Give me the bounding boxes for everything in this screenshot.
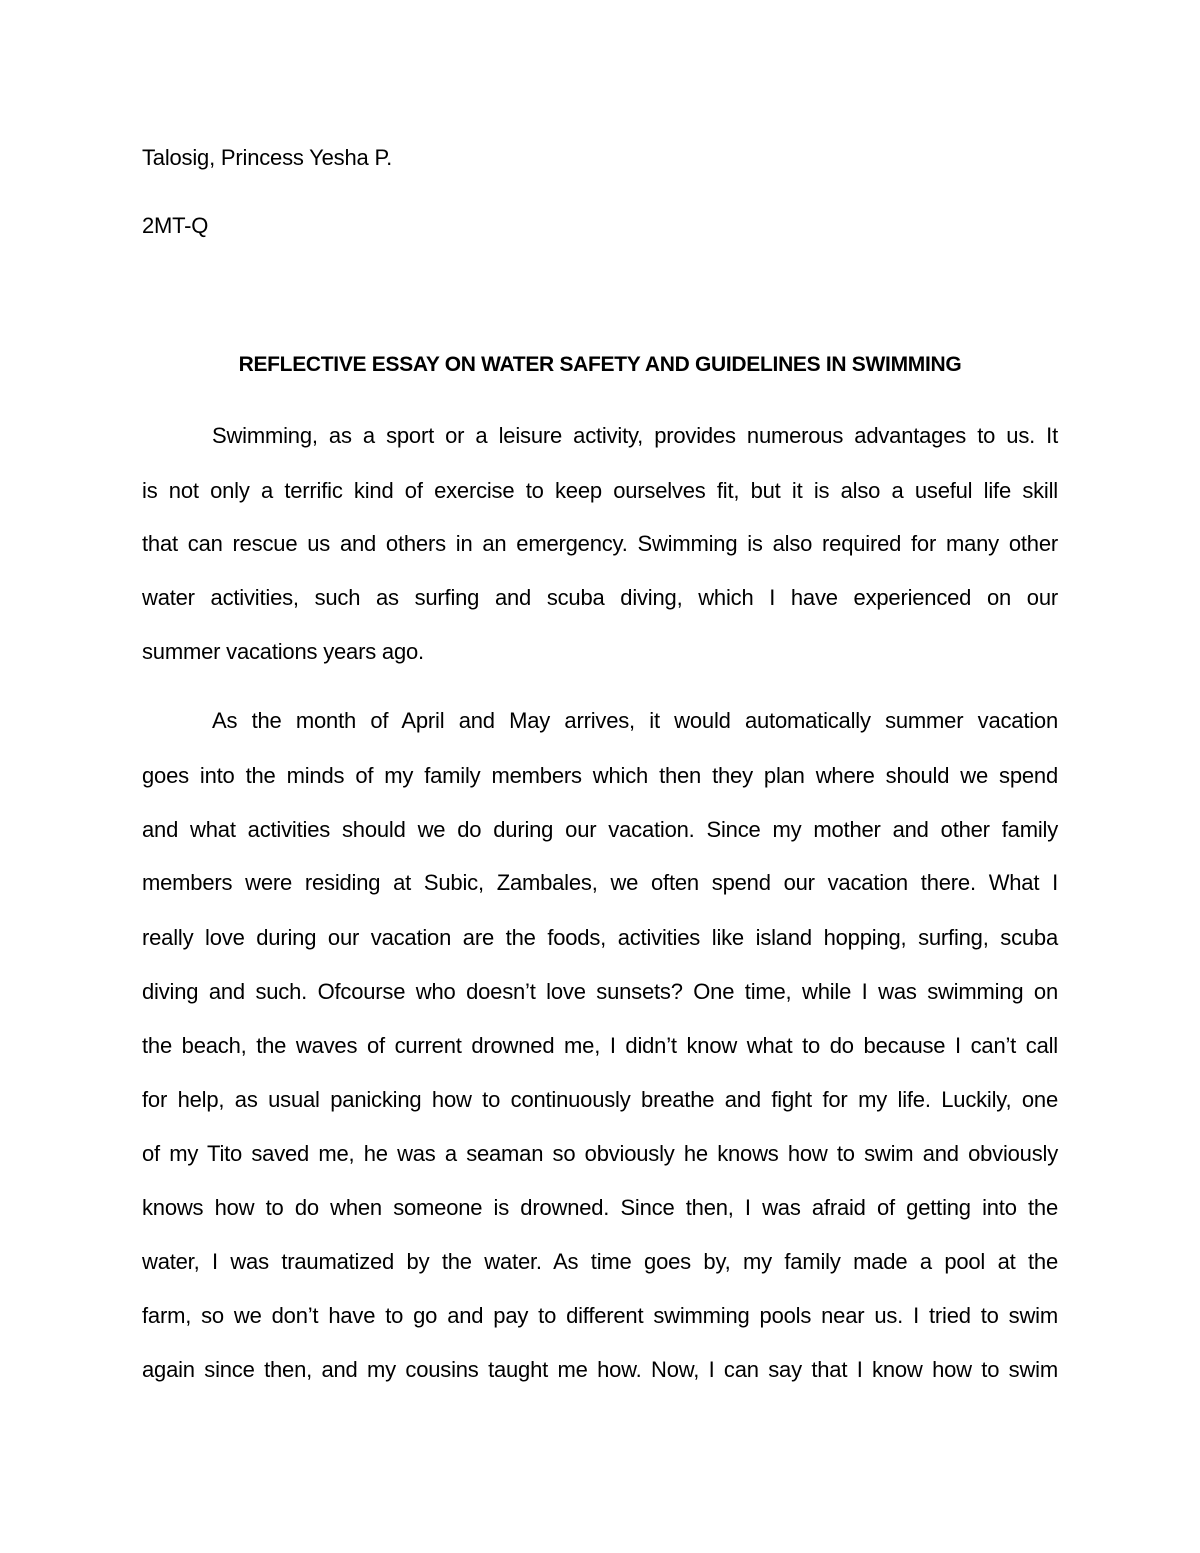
paragraph-2-line: for help, as usual panicking how to continuously breathe and fight for my life. Luckily, one: [142, 1087, 1058, 1112]
paragraph-2-line: of my Tito saved me, he was a seaman so obviously he knows how to swim and obviously: [142, 1141, 1058, 1166]
essay-title: REFLECTIVE ESSAY ON WATER SAFETY AND GUIDELINES IN SWIMMING: [238, 353, 962, 376]
paragraph-1-line: Swimming, as a sport or a leisure activity, provides numerous advantages to us. It: [212, 423, 1058, 448]
student-name: Talosig, Princess Yesha P.: [142, 145, 393, 170]
paragraph-2-line: knows how to do when someone is drowned. Since then, I was afraid of getting into the: [142, 1195, 1058, 1220]
paragraph-2-line: diving and such. Ofcourse who doesn’t love sunsets? One time, while I was swimming on: [142, 979, 1058, 1004]
paragraph-2-line: goes into the minds of my family members which then they plan where should we spend: [142, 763, 1058, 788]
student-section: 2MT-Q: [142, 213, 209, 238]
paragraph-2-line: the beach, the waves of current drowned me, I didn’t know what to do because I can’t call: [142, 1033, 1058, 1058]
paragraph-1-line: water activities, such as surfing and scuba diving, which I have experienced on our: [142, 585, 1058, 610]
paragraph-2-line: and what activities should we do during our vacation. Since my mother and other family: [142, 817, 1058, 842]
paragraph-2-line: water, I was traumatized by the water. As time goes by, my family made a pool at the: [142, 1249, 1058, 1274]
paragraph-2-line: again since then, and my cousins taught me how. Now, I can say that I know how to swim: [142, 1357, 1058, 1382]
paragraph-2-line: really love during our vacation are the foods, activities like island hopping, surfing, scuba: [142, 925, 1058, 950]
paragraph-2-line: members were residing at Subic, Zambales, we often spend our vacation there. What I: [142, 870, 1058, 895]
paragraph-2-line: farm, so we don’t have to go and pay to different swimming pools near us. I tried to swim: [142, 1303, 1058, 1328]
paragraph-1-line: is not only a terrific kind of exercise to keep ourselves fit, but it is also a useful life skill: [142, 478, 1058, 503]
paragraph-2-line: As the month of April and May arrives, it would automatically summer vacation: [212, 708, 1058, 733]
paragraph-1-line: that can rescue us and others in an emergency. Swimming is also required for many other: [142, 531, 1058, 556]
paragraph-1-line: summer vacations years ago.: [142, 639, 424, 664]
